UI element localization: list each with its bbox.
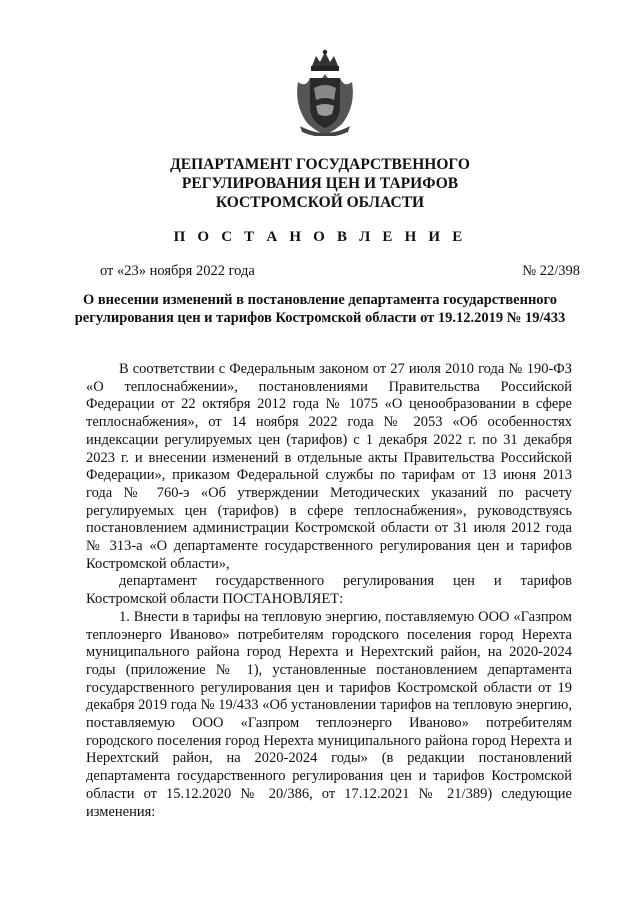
decree-date: от «23» ноября 2022 года: [100, 263, 255, 279]
department-line: РЕГУЛИРОВАНИЯ ЦЕН И ТАРИФОВ: [181, 175, 459, 192]
decree-title: [60, 291, 580, 327]
department-name: [60, 155, 580, 212]
paragraph-resolves: департамент государственного регулирования цен и тарифов Костромской области ПОСТАНОВЛЯЕТ:: [86, 573, 572, 608]
paragraph-item-1: 1. Внести в тарифы на тепловую энергию, поставляемую ООО «Газпром теплоэнерго Иваново» потребителям городского поселения город Нерехта муниципального района город Нерехта и Нерехтский район, на 2020-2024 годы (приложение № 1), установленные постановлением департамента государственного регулирования цен и тарифов Костромской области от 19 декабря 2019 года № 19/433 «Об установлении тарифов на тепловую энергию, поставляемую ООО «Газпром теплоэнерго Иваново» потребителям городского поселения город Нерехта муниципального района город Нерехта и Нерехтский район, на 2020-2024 годы» (в редакции постановлений департамента государственного регулирования цен и тарифов Костромской области от 15.12.2020 № 20/386, от 17.12.2021 № 21/389) следующие изменения:: [86, 608, 572, 820]
document-type: П О С Т А Н О В Л Е Н И Е: [173, 229, 467, 245]
title-line: регулирования цен и тарифов Костромской области от 19.12.2019 № 19/433: [74, 310, 566, 326]
document-body: [86, 361, 572, 821]
title-line: О внесении изменений в постановление департамента государственного: [82, 292, 558, 308]
paragraph-preamble: В соответствии с Федеральным законом от 27 июля 2010 года № 190-ФЗ «О теплоснабжении», постановлениями Правительства Российской Федерации от 22 октября 2012 года № 1075 «О ценообразовании в сфере теплоснабжения», от 14 ноября 2022 года № 2053 «Об особенностях индексации регулируемых цен (тарифов) с 1 декабря 2022 г. по 31 декабря 2023 г. и внесении изменений в отдельные акты Правительства Российской Федерации», приказом Федеральной службы по тарифам от 13 июня 2013 года № 760-э «Об утверждении Методических указаний по расчету регулируемых цен (тарифов) в сфере теплоснабжения», руководствуясь постановлением администрации Костромской области от 31 июля 2012 года № 313-а «О департаменте государственного регулирования цен и тарифов Костромской области»,: [86, 361, 572, 572]
coat-of-arms-icon: [290, 48, 360, 136]
department-line: КОСТРОМСКОЙ ОБЛАСТИ: [215, 194, 425, 211]
decree-number: № 22/398: [522, 263, 580, 279]
department-line: ДЕПАРТАМЕНТ ГОСУДАРСТВЕННОГО: [170, 156, 470, 173]
